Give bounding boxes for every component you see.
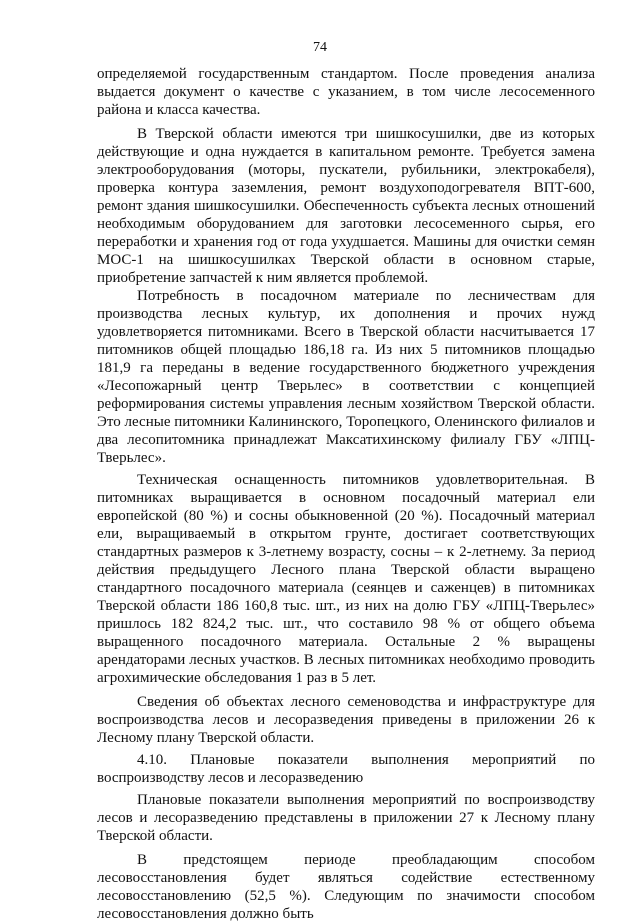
paragraph-cone-dryers: В Тверской области имеются три шишкосушилки, две из которых действующие и одна нуждается в капитальном ремонте. Требуется замена электрооборудования (моторы, пускатели, рубильники, электрокабеля), проверка контура заземления, ремонт воздухоподогревателя ВПТ-600, ремонт здания шишкосушилки. Обеспеченность субъекта лесных отношений необходимым оборудованием для заготовки лесосеменного сырья, его переработки и хранения год от года ухудшается. Машины для очистки семян МОС-1 на шишкосушилках Тверской области в основном старые, приобретение запчастей к ним является проблемой. xyxy=(97,126,595,286)
paragraph-continuation: определяемой государственным стандартом. После проведения анализа выдается документ о качестве с указанием, в том числе лесосеменного района и класса качества. xyxy=(97,66,595,118)
paragraph-seed-infrastructure: Сведения об объектах лесного семеноводства и инфраструктуре для воспроизводства лесов и лесоразведения приведены в приложении 26 к Лесному плану Тверской области. xyxy=(97,694,595,746)
paragraph-nursery-equipment: Техническая оснащенность питомников удовлетворительная. В питомниках выращивается в основном посадочный материал ели европейской (80 %) и сосны обыкновенной (20 %). Посадочный материал ели, выращиваемый в открытом грунте, достигает соответствующих стандартных размеров к 3-летнему возрасту, сосны – к 2-летнему. За период действия предыдущего Лесного плана Тверской области выращено стандартного посадочного материала (сеянцев и саженцев) в питомниках Тверской области 186 160,8 тыс. шт., из них на долю ГБУ «ЛПЦ-Тверьлес» пришлось 182 824,2 тыс. шт., что составило 98 % от общего объема выращенного посадочного материала. Остальные 2 % выращены арендаторами лесных участков. В лесных питомниках необходимо проводить агрохимические обследования 1 раз в 5 лет. xyxy=(97,472,595,686)
section-heading-4-10: 4.10. Плановые показатели выполнения мероприятий по воспроизводству лесов и лесоразведению xyxy=(97,752,595,786)
paragraph-planned-indicators: Плановые показатели выполнения мероприятий по воспроизводству лесов и лесоразведению представлены в приложении 27 к Лесному плану Тверской области. xyxy=(97,792,595,844)
body-text xyxy=(97,65,595,923)
page-number: 74 xyxy=(313,40,327,55)
paragraph-nurseries: Потребность в посадочном материале по лесничествам для производства лесных культур, их дополнения и прочих нужд удовлетворяется питомниками. Всего в Тверской области насчитывается 17 питомников общей площадью 186,18 га. Из них 5 питомников площадью 181,9 га переданы в ведение государственного бюджетного учреждения «Лесопожарный центр Тверьлес» в соответствии с концепцией реформирования системы управления лесным хозяйством Тверской области. Это лесные питомники Калининского, Торопецкого, Оленинского филиалов и два лесопитомника принадлежат Максатихинскому филиалу ГБУ «ЛПЦ-Тверьлес». xyxy=(97,288,595,466)
paragraph-reforestation-method: В предстоящем периоде преобладающим способом лесовосстановления будет являться содействие естественному лесовосстановлению (52,5 %). Следующим по значимости способом лесовосстановления должно быть xyxy=(97,852,595,922)
